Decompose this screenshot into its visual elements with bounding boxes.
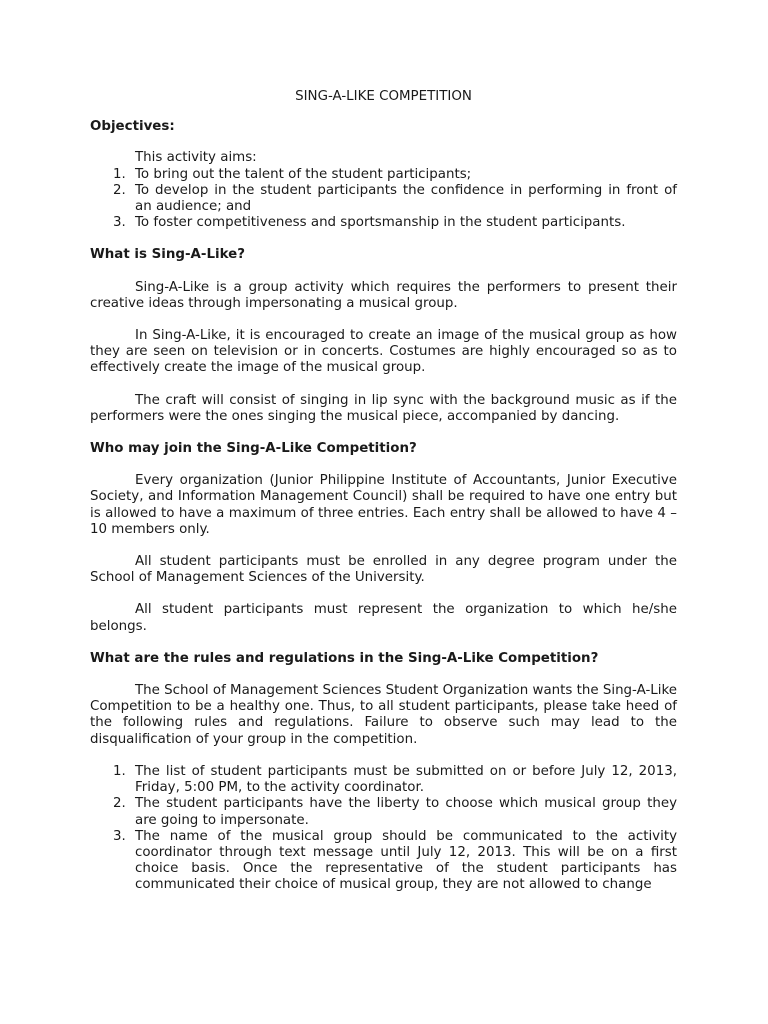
- rules-intro: The School of Management Sciences Student Organization wants the Sing-A-Like Competition to be a healthy one. Thus, to all student participants, please take heed of the following rules and regulations. Failure to observe such may lead to the disqualification of your group in the competition.: [90, 683, 677, 747]
- list-item-text: To bring out the talent of the student participants;: [135, 166, 472, 182]
- paragraph: All student participants must be enrolled in any degree program under the School of Management Sciences of the University.: [90, 554, 677, 586]
- list-item-text: To develop in the student participants the confidence in performing in front of an audience; and: [135, 182, 677, 215]
- document-title: SING-A-LIKE COMPETITION: [295, 89, 472, 104]
- list-number: 2.: [113, 796, 126, 812]
- document-page: [90, 89, 677, 894]
- list-item: [113, 796, 677, 828]
- objectives-heading: Objectives:: [90, 119, 175, 135]
- list-item-text: To foster competitiveness and sportsmanship in the student participants.: [135, 215, 626, 231]
- paragraph: All student participants must represent the organization to which he/she belongs.: [90, 602, 677, 634]
- paragraph: Every organization (Junior Philippine Institute of Accountants, Junior Executive Society, and Information Management Council) shall be required to have one entry but is allowed to have a maximum of three entries. Each entry shall be allowed to have 4 – 10 members only.: [90, 473, 677, 537]
- list-number: 1.: [113, 166, 126, 182]
- rules-list: [90, 764, 677, 894]
- list-item-text: The list of student participants must be submitted on or before July 12, 2013, Friday, 5:00 PM, to the activity coordinator.: [135, 763, 677, 796]
- list-number: 1.: [113, 763, 126, 779]
- paragraph: The craft will consist of singing in lip sync with the background music as if the performers were the ones singing the musical piece, accompanied by dancing.: [90, 392, 677, 424]
- list-item: [113, 828, 677, 894]
- list-item: [113, 166, 677, 183]
- objectives-intro: This activity aims:: [135, 150, 257, 166]
- list-item-text: The name of the musical group should be communicated to the activity coordinator through text message until July 12, 2013. This will be on a first choice basis. Once the representative of the student participants has communicated their choice of musical group, they are not allowed to change: [135, 828, 677, 893]
- paragraph: In Sing-A-Like, it is encouraged to create an image of the musical group as how they are seen on television or in concerts. Costumes are highly encouraged so as to effectively create the image of the musical group.: [90, 328, 677, 376]
- list-item: [113, 763, 677, 796]
- paragraph: Sing-A-Like is a group activity which requires the performers to present their creative ideas through impersonating a musical group.: [90, 279, 677, 311]
- list-number: 3.: [113, 215, 126, 231]
- list-item: [113, 182, 677, 215]
- list-number: 2.: [113, 182, 126, 198]
- list-number: 3.: [113, 828, 126, 844]
- what-is-heading: What is Sing-A-Like?: [90, 247, 245, 263]
- list-item: [113, 215, 677, 231]
- who-may-join-heading: Who may join the Sing-A-Like Competition?: [90, 441, 417, 457]
- rules-heading: What are the rules and regulations in the Sing-A-Like Competition?: [90, 650, 599, 666]
- list-item-text: The student participants have the liberty to choose which musical group they are going to impersonate.: [135, 796, 677, 828]
- objectives-list: [90, 167, 677, 232]
